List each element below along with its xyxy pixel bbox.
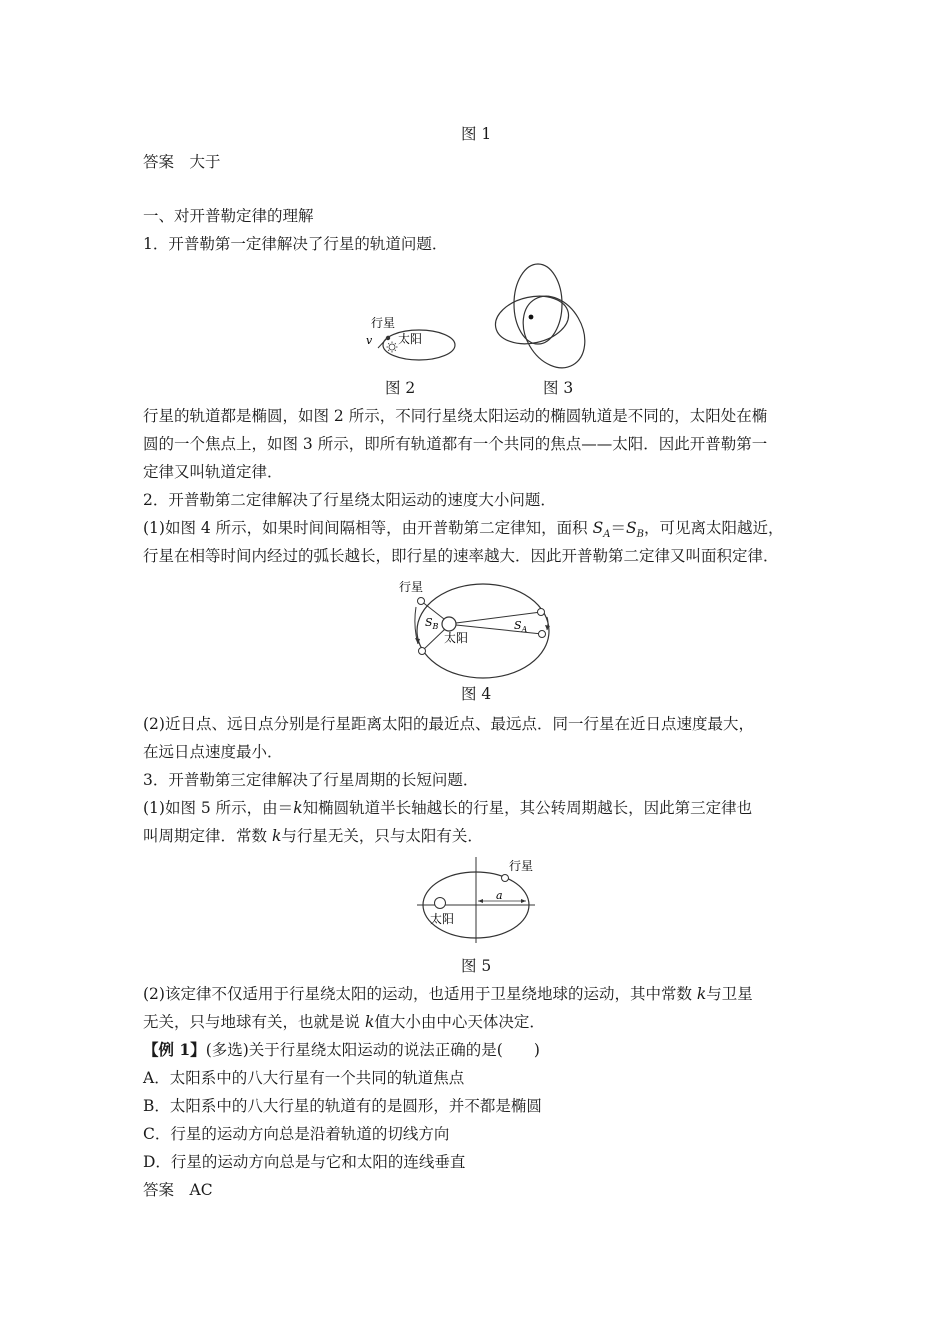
figure-1-caption: 图 1 (461, 125, 492, 143)
answer-1: 答案 大于 (143, 153, 221, 171)
option-b: B．太阳系中的八大行星的轨道有的是圆形，并不都是椭圆 (143, 1097, 542, 1115)
figure-4-caption: 图 4 (461, 685, 492, 703)
sun-label: 太阳 (398, 332, 423, 346)
radius-line (456, 612, 541, 623)
figure-3-caption: 图 3 (543, 379, 574, 397)
paragraph-area-law-line-1: (1)如图 4 所示，如果时间间隔相等，由开普勒第二定律知，面积 $S_A=S_B$，可见离太阳越近， (143, 519, 784, 541)
paragraph-kepler-third-law: 3．开普勒第三定律解决了行星周期的长短问题． (143, 771, 479, 789)
paragraph-satellite-line-2: 无关，只与地球有关，也就是说 k值大小由中心天体决定． (143, 1013, 545, 1031)
area-b-label: $S_B$ (425, 616, 439, 631)
planet-dot (386, 336, 390, 340)
paragraph-orbit-line-1: 行星的轨道都是椭圆，如图 2 所示，不同行星绕太阳运动的椭圆轨道是不同的，太阳处在椭 (143, 407, 768, 425)
paragraph-kepler-first-law: 1．开普勒第一定律解决了行星的轨道问题． (143, 235, 448, 253)
example-tag: 【例 1】 (143, 1040, 206, 1059)
planet-marker (419, 648, 426, 655)
option-d: D．行星的运动方向总是与它和太阳的连线垂直 (143, 1153, 466, 1171)
paragraph-kepler-second-law: 2．开普勒第二定律解决了行星绕太阳运动的速度大小问题． (143, 491, 556, 509)
area-a-label: $S_A$ (514, 619, 528, 634)
paragraph-period-law-line-1: (1)如图 5 所示，由＝k知椭圆轨道半长轴越长的行星，其公转周期越长，因此第三定律也 (143, 799, 753, 817)
paragraph-orbit-line-2: 圆的一个焦点上，如图 3 所示，即所有轨道都有一个共同的焦点——太阳．因此开普勒第一 (143, 435, 768, 453)
paragraph-satellite-line-1: (2)该定律不仅适用于行星绕太阳的运动，也适用于卫星绕地球的运动，其中常数 k与卫星 (143, 985, 753, 1003)
paragraph-period-law-line-2: 叫周期定律．常数 k与行星无关，只与太阳有关． (143, 827, 483, 845)
orbit-ellipse-2 (514, 264, 562, 344)
example-question: 【例 1】(多选)关于行星绕太阳运动的说法正确的是( ) (143, 1040, 540, 1059)
figure-2-caption: 图 2 (385, 379, 416, 397)
figure-3 (484, 260, 594, 374)
sun-circle (435, 898, 446, 909)
paragraph-area-law-line-2: 行星在相等时间内经过的弧长越长，即行星的速率越大．因此开普勒第二定律又叫面积定律． (143, 547, 779, 565)
planet-label: 行星 (371, 316, 396, 330)
paragraph-perihelion-line-2: 在远日点速度最小． (143, 743, 283, 761)
planet-marker (502, 875, 509, 882)
figure-5 (412, 852, 542, 950)
orbit-ellipse (417, 584, 549, 678)
planet-marker (539, 631, 546, 638)
planet-marker (418, 598, 425, 605)
figure-4 (394, 574, 564, 690)
sun-label: 太阳 (430, 912, 455, 926)
arrow-head (478, 899, 483, 903)
answer-2: 答案 AC (143, 1181, 213, 1199)
figure-5-caption: 图 5 (461, 957, 492, 975)
sun-icon (387, 342, 398, 353)
semi-major-axis-label: a (496, 889, 503, 902)
paragraph-perihelion-line-1: (2)近日点、远日点分别是行星距离太阳的最近点、最远点．同一行星在近日点速度最大， (143, 715, 754, 733)
planet-marker (538, 609, 545, 616)
arrow-head (521, 899, 526, 903)
radius-line (422, 629, 445, 651)
planet-label: 行星 (509, 859, 534, 873)
velocity-label: v (366, 334, 373, 347)
paragraph-orbit-line-3: 定律又叫轨道定律． (143, 463, 283, 481)
common-focus-dot (529, 315, 534, 320)
sun-label: 太阳 (444, 631, 469, 645)
radius-line (456, 625, 542, 634)
option-c: C．行星的运动方向总是沿着轨道的切线方向 (143, 1125, 450, 1143)
planet-label: 行星 (399, 580, 424, 594)
option-a: A．太阳系中的八大行星有一个共同的轨道焦点 (143, 1069, 465, 1087)
sun-circle (442, 617, 456, 631)
figure-2 (360, 312, 470, 376)
section-title: 一、对开普勒定律的理解 (143, 207, 314, 225)
